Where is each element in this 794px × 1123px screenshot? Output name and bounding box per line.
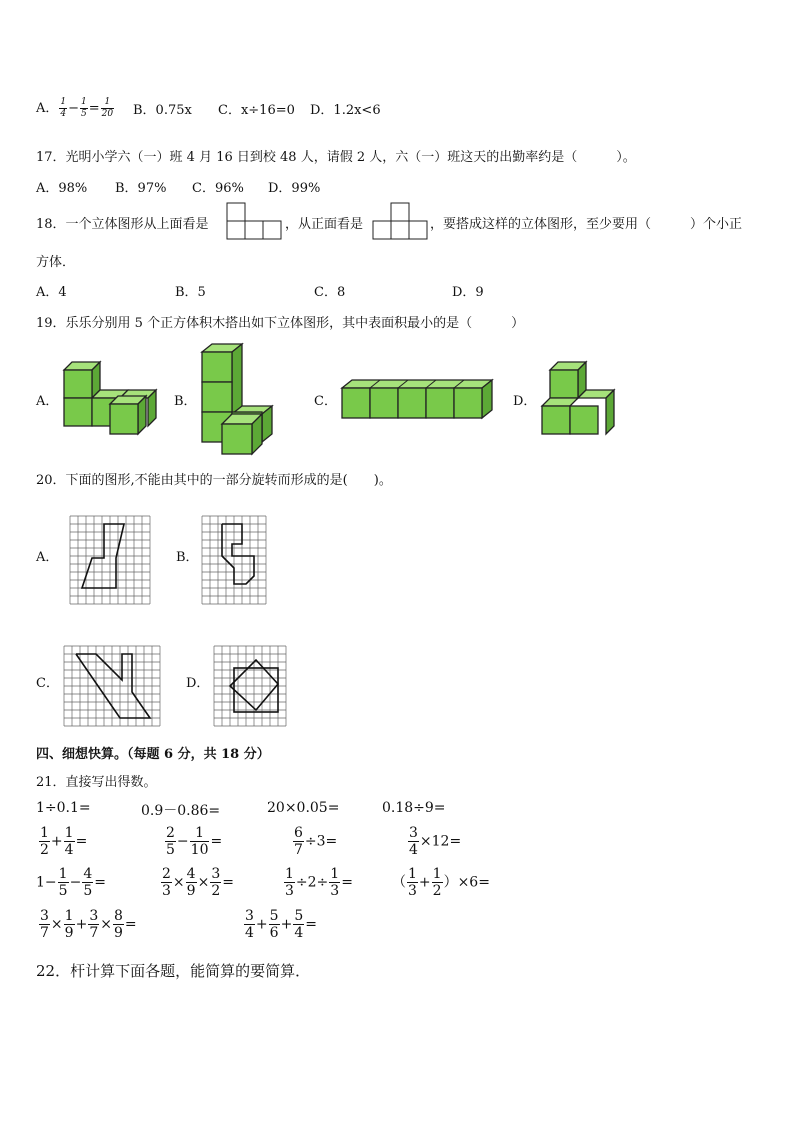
q16-option-d: D．1.2x<6 [310, 103, 381, 118]
fraction: $\frac{1}{20}$ [101, 97, 114, 119]
q18-text-a: 18．一个立体图形从上面看是 [36, 217, 209, 232]
q20-text: 20．下面的图形,不能由其中的一部分旋转而形成的是( )。 [36, 473, 392, 488]
q19-label-d: D． [513, 394, 537, 409]
calc-1-3: 20×0.05= [267, 800, 340, 816]
grid-figure-c [62, 644, 160, 732]
q18-option-b: B．5 [175, 285, 206, 300]
grid-figure-b [200, 514, 270, 604]
section-title: 四、细想快算。（每题 6 分，共 18 分） [36, 747, 270, 762]
q19-label-c: C． [314, 394, 337, 409]
calc-1-4: 0.18÷9= [382, 800, 446, 816]
grid-figure-d [212, 644, 290, 732]
q21-text: 21．直接写出得数。 [36, 775, 157, 790]
calc-2-4: $\frac{3}{4}$ ×12= [409, 825, 462, 858]
cube-figure-b [200, 342, 280, 457]
q20-label-a: A． [36, 550, 59, 565]
q17-option-b: B．97% [115, 181, 167, 196]
q18-text-d: 方体． [36, 255, 76, 270]
q18-option-d: D．9 [452, 285, 484, 300]
q17-option-c: C．96% [192, 181, 244, 196]
cube-figure-c [340, 378, 500, 423]
fraction: $\frac{1}{5}$ [81, 97, 87, 119]
q18-option-a: A．4 [36, 285, 67, 300]
calc-4-1: $\frac{3}{7}$ × $\frac{1}{9}$ + $\frac{3}{7}$ × $\frac{8}{9}$ = [40, 908, 137, 941]
top-view-figure [226, 202, 284, 242]
fraction: $\frac{1}{4}$ [60, 97, 67, 119]
q20-label-b: B． [176, 550, 199, 565]
calc-3-1: 1− $\frac{1}{5}$ − $\frac{4}{5}$ = [36, 866, 106, 899]
calc-2-3: $\frac{6}{7}$ ÷3= [294, 825, 338, 858]
q19-label-a: A． [36, 394, 59, 409]
q22-text: 22．杆计算下面各题，能简算的要简算． [36, 962, 311, 980]
q19-label-b: B． [174, 394, 197, 409]
q17-option-a: A．98% [36, 181, 88, 196]
calc-1-1: 1÷0.1= [36, 800, 91, 816]
calc-2-1: $\frac{1}{2}$ + $\frac{1}{4}$ = [40, 825, 88, 858]
calc-4-2: $\frac{3}{4}$ + $\frac{5}{6}$ + $\frac{5}{4}$ = [245, 908, 317, 941]
q19-text: 19．乐乐分别用 5 个正方体积木搭出如下立体图形，其中表面积最小的是（ ） [36, 316, 525, 331]
q18-text-b: ，从正面看是 [285, 217, 364, 232]
q17-text: 17．光明小学六（一）班 4 月 16 日到校 48 人，请假 2 人，六（一）班这天的出勤率约是（ ）。 [36, 150, 636, 165]
q16-option-c: C．x÷16=0 [218, 103, 295, 118]
q20-label-c: C． [36, 676, 59, 691]
cube-figure-a [62, 360, 162, 440]
q18-option-c: C．8 [314, 285, 346, 300]
q20-label-d: D． [186, 676, 210, 691]
calc-2-2: $\frac{2}{5}$ − $\frac{1}{10}$ = [166, 825, 223, 858]
cube-figure-d [540, 360, 620, 440]
q16-option-b: B．0.75x [133, 103, 192, 118]
calc-1-2: 0.9－0.86= [141, 803, 221, 819]
front-view-figure [372, 202, 430, 242]
calc-3-4: （ $\frac{1}{3}$ + $\frac{1}{2}$ ）×6= [392, 866, 490, 899]
q18-text-c: ，要搭成这样的立体图形，至少要用（ ）个小正 [430, 217, 743, 232]
q16-option-a: A． $\frac{1}{4}$ − $\frac{1}{5}$ = $\frac{1}{20}$ [36, 97, 114, 119]
grid-figure-a [68, 514, 148, 604]
q17-option-d: D．99% [268, 181, 321, 196]
calc-3-2: $\frac{2}{3}$ × $\frac{4}{9}$ × $\frac{3}{2}$ = [162, 866, 234, 899]
calc-3-3: $\frac{1}{3}$ ÷2÷ $\frac{1}{3}$ = [285, 866, 353, 899]
